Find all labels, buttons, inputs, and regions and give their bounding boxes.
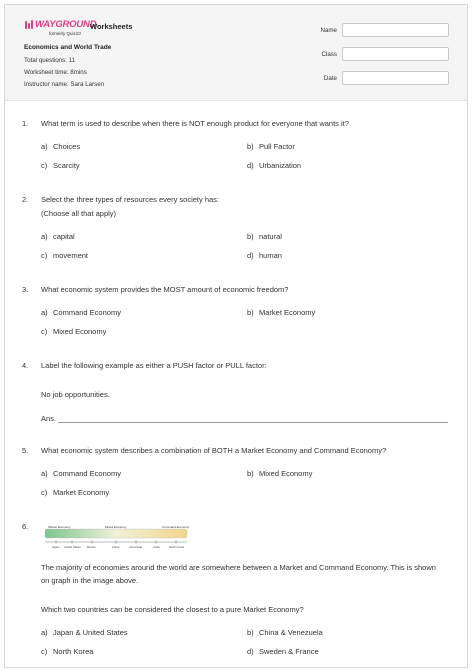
logo-subtext: formerly Quizizz bbox=[49, 31, 82, 36]
question-text: The majority of economies around the world are somewhere between a Market and Command Economy. This is shown on graph in the image above. bbox=[41, 563, 436, 585]
date-field[interactable] bbox=[342, 71, 449, 85]
question-text: What term is used to describe when there is NOT enough product for everyone that wants it? bbox=[41, 119, 349, 128]
instructor-name: Instructor name: Sara Larsen bbox=[24, 81, 105, 88]
economy-spectrum-diagram bbox=[44, 524, 190, 552]
option-d[interactable]: d) human bbox=[247, 251, 282, 260]
date-label: Date bbox=[323, 75, 337, 82]
option-b[interactable]: b) natural bbox=[247, 232, 282, 241]
wayground-logo bbox=[25, 19, 95, 41]
option-a[interactable]: a) capital bbox=[41, 232, 75, 241]
question-subtext: Which two countries can be considered the closest to a pure Market Economy? bbox=[41, 605, 304, 614]
spectrum-center-label: Mixed Economy bbox=[105, 525, 127, 529]
question-text: Label the following example as either a PUSH factor or PULL factor: bbox=[41, 361, 267, 370]
option-d[interactable]: d) Sweden & France bbox=[247, 647, 319, 656]
question-subtext: (Choose all that apply) bbox=[41, 209, 117, 218]
option-a[interactable]: a) Command Economy bbox=[41, 469, 121, 478]
option-a[interactable]: a) Japan & United States bbox=[41, 628, 128, 637]
tick-label: North Korea bbox=[169, 545, 185, 549]
option-c[interactable]: c) Mixed Economy bbox=[41, 327, 107, 336]
option-b[interactable]: b) Market Economy bbox=[247, 308, 316, 317]
brand-worksheets: Worksheets bbox=[90, 22, 133, 31]
tick-label: China bbox=[112, 545, 120, 549]
class-field[interactable] bbox=[342, 47, 449, 61]
option-c[interactable]: c) Market Economy bbox=[41, 488, 110, 497]
tick-label: Cuba bbox=[153, 545, 160, 549]
worksheet-header bbox=[5, 5, 467, 101]
question-text: What economic system provides the MOST amount of economic freedom? bbox=[41, 285, 289, 294]
tick-label: Venezuela bbox=[129, 545, 143, 549]
total-questions: Total questions: 11 bbox=[24, 57, 76, 64]
question-number: 5. bbox=[22, 446, 29, 455]
spectrum-left-label: Market Economy bbox=[48, 525, 71, 529]
question-number: 2. bbox=[22, 195, 29, 204]
spectrum-right-label: Command Economy bbox=[162, 525, 190, 529]
option-c[interactable]: c) Scarcity bbox=[41, 161, 80, 170]
question-number: 6. bbox=[22, 522, 29, 531]
question-number: 3. bbox=[22, 285, 29, 294]
spectrum-bar bbox=[45, 529, 187, 538]
option-b[interactable]: b) Pull Factor bbox=[247, 142, 295, 151]
worksheet-title: Economics and World Trade bbox=[24, 44, 112, 51]
tick-label: Mexico bbox=[87, 545, 96, 549]
class-label: Class bbox=[321, 51, 337, 58]
option-a[interactable]: a) Command Economy bbox=[41, 308, 121, 317]
worksheet-time: Worksheet time: 8mins bbox=[24, 69, 87, 76]
question-text: Select the three types of resources every society has: bbox=[41, 195, 220, 204]
question-number: 1. bbox=[22, 119, 29, 128]
option-b[interactable]: b) Mixed Economy bbox=[247, 469, 313, 478]
answer-line[interactable] bbox=[58, 422, 448, 423]
option-c[interactable]: c) movement bbox=[41, 251, 89, 260]
answer-label: Ans. bbox=[41, 414, 57, 423]
name-label: Name bbox=[320, 27, 337, 34]
logo-mark-icon bbox=[25, 20, 35, 30]
option-a[interactable]: a) Choices bbox=[41, 142, 81, 151]
question-subtext: No job opportunities. bbox=[41, 390, 110, 399]
logo-wordmark: WAYGROUND bbox=[35, 19, 97, 30]
option-c[interactable]: c) North Korea bbox=[41, 647, 94, 656]
tick-label: Japan bbox=[52, 545, 60, 549]
option-b[interactable]: b) China & Venezuela bbox=[247, 628, 323, 637]
question-number: 4. bbox=[22, 361, 29, 370]
tick-label: United States bbox=[64, 545, 81, 549]
option-d[interactable]: d) Urbanization bbox=[247, 161, 302, 170]
question-text: What economic system describes a combination of BOTH a Market Economy and Command Economy? bbox=[41, 446, 387, 455]
name-field[interactable] bbox=[342, 23, 449, 37]
